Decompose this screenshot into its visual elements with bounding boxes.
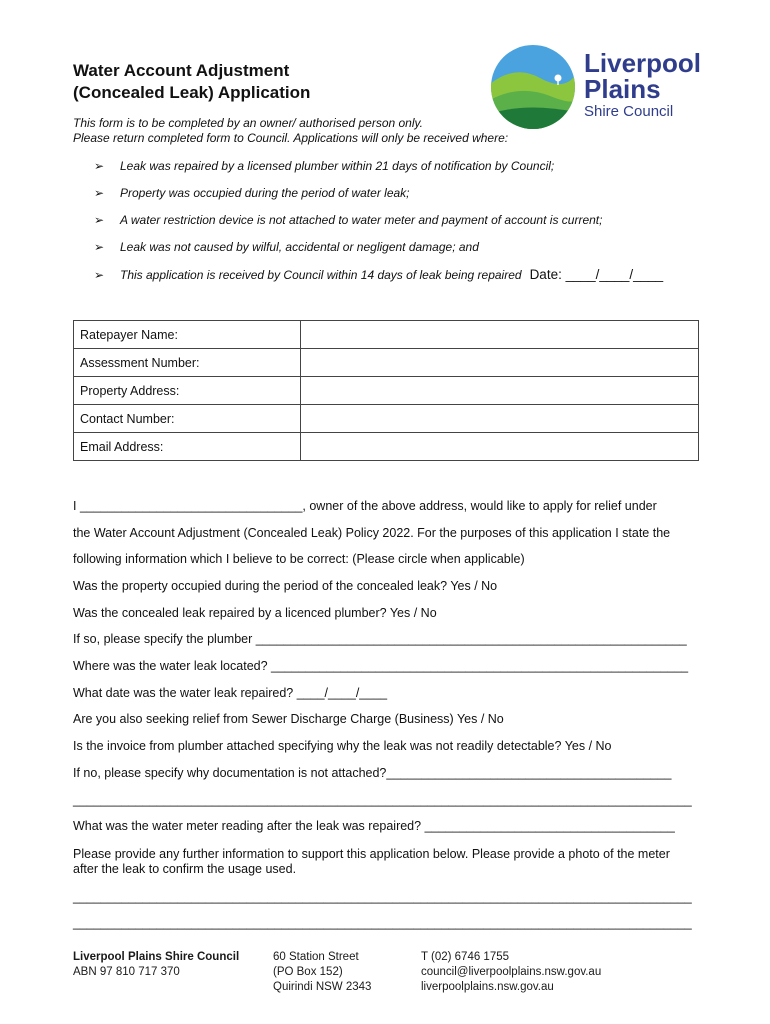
- declaration-line-3: following information which I believe to be correct: (Please circle when applicable): [73, 552, 525, 566]
- footer-address: [273, 950, 371, 995]
- further-info-instructions: Please provide any further information to support this application below. Please provide a photo of the meter after the leak to confirm the usage used.: [73, 847, 670, 876]
- arrow-bullet-icon: ➢: [94, 240, 105, 254]
- declaration-line-1[interactable]: I ________________________________, owner of the above address, would like to apply for relief under: [73, 499, 657, 513]
- question-sewer-relief[interactable]: Are you also seeking relief from Sewer Discharge Charge (Business) Yes / No: [73, 712, 504, 726]
- assessment-number-field[interactable]: [301, 349, 699, 377]
- answer-line[interactable]: _________________________________________________________________________________________: [73, 793, 692, 807]
- answer-line[interactable]: _________________________________________________________________________________________: [73, 916, 692, 930]
- footer-contact: [421, 950, 601, 995]
- question-no-documentation[interactable]: If no, please specify why documentation is not attached?_________________________________________: [73, 766, 672, 780]
- table-row: [74, 321, 699, 349]
- footer-email[interactable]: council@liverpoolplains.nsw.gov.au: [421, 966, 602, 978]
- table-row: [74, 405, 699, 433]
- email-address-field[interactable]: [301, 433, 699, 461]
- ratepayer-name-field[interactable]: [301, 321, 699, 349]
- answer-line[interactable]: _________________________________________________________________________________________: [73, 890, 692, 904]
- brand-line-2: Plains: [584, 74, 661, 104]
- question-repair-date[interactable]: What date was the water leak repaired? ____/____/____: [73, 686, 388, 700]
- footer-address-line-2: (PO Box 152): [273, 966, 343, 978]
- bullet-text: This application is received by Council within 14 days of leak being repaired: [120, 268, 522, 282]
- arrow-bullet-icon: ➢: [94, 213, 105, 227]
- contact-number-label: Contact Number:: [74, 405, 301, 433]
- bullet-text: Leak was repaired by a licensed plumber within 21 days of notification by Council;: [120, 159, 555, 173]
- arrow-bullet-icon: ➢: [94, 159, 105, 173]
- brand-line-3: Shire Council: [584, 103, 674, 120]
- footer-website[interactable]: liverpoolplains.nsw.gov.au: [421, 981, 554, 993]
- table-row: [74, 433, 699, 461]
- assessment-number-label: Assessment Number:: [74, 349, 301, 377]
- footer-org-name: Liverpool Plains Shire Council: [73, 951, 240, 963]
- footer-organisation: [73, 950, 239, 980]
- question-leak-location[interactable]: Where was the water leak located? ____________________________________________________________: [73, 659, 689, 673]
- list-item: [94, 159, 554, 174]
- bullet-text: Leak was not caused by wilful, accidental or negligent damage; and: [120, 240, 479, 254]
- date-field[interactable]: Date: ____/____/____: [529, 267, 664, 282]
- arrow-bullet-icon: ➢: [94, 186, 105, 200]
- arrow-bullet-icon: ➢: [94, 268, 105, 282]
- email-address-label: Email Address:: [74, 433, 301, 461]
- list-item: [94, 240, 479, 255]
- page-title: [73, 60, 310, 104]
- question-licenced-plumber[interactable]: Was the concealed leak repaired by a licenced plumber? Yes / No: [73, 606, 437, 620]
- brand-line-1: Liverpool: [584, 48, 702, 78]
- question-invoice-attached[interactable]: Is the invoice from plumber attached specifying why the leak was not readily detectable? Yes / No: [73, 739, 612, 753]
- intro-line-2: Please return completed form to Council. Applications will only be received where:: [73, 131, 509, 145]
- footer-address-line-1: 60 Station Street: [273, 951, 359, 963]
- list-item: [94, 186, 410, 201]
- footer-abn: ABN 97 810 717 370: [73, 966, 180, 978]
- title-line-2: (Concealed Leak) Application: [73, 83, 311, 102]
- intro-line-1: This form is to be completed by an owner/ authorised person only.: [73, 116, 423, 130]
- list-item: [94, 267, 663, 283]
- ratepayer-name-label: Ratepayer Name:: [74, 321, 301, 349]
- intro-text: [73, 116, 508, 146]
- question-plumber-name[interactable]: If so, please specify the plumber ______________________________________________________________: [73, 632, 687, 646]
- footer-address-line-3: Quirindi NSW 2343: [273, 981, 372, 993]
- title-line-1: Water Account Adjustment: [73, 61, 290, 80]
- table-row: [74, 349, 699, 377]
- declaration-line-2: the Water Account Adjustment (Concealed Leak) Policy 2022. For the purposes of this application I state the: [73, 526, 671, 540]
- table-row: [74, 377, 699, 405]
- list-item: [94, 213, 602, 228]
- bullet-text: A water restriction device is not attached to water meter and payment of account is current;: [120, 213, 603, 227]
- question-meter-reading[interactable]: What was the water meter reading after the leak was repaired? ____________________________________: [73, 819, 675, 833]
- property-address-label: Property Address:: [74, 377, 301, 405]
- ratepayer-details-table: [73, 320, 699, 461]
- footer-phone: T (02) 6746 1755: [421, 951, 510, 963]
- question-occupied[interactable]: Was the property occupied during the period of the concealed leak? Yes / No: [73, 579, 498, 593]
- contact-number-field[interactable]: [301, 405, 699, 433]
- bullet-text: Property was occupied during the period of water leak;: [120, 186, 410, 200]
- property-address-field[interactable]: [301, 377, 699, 405]
